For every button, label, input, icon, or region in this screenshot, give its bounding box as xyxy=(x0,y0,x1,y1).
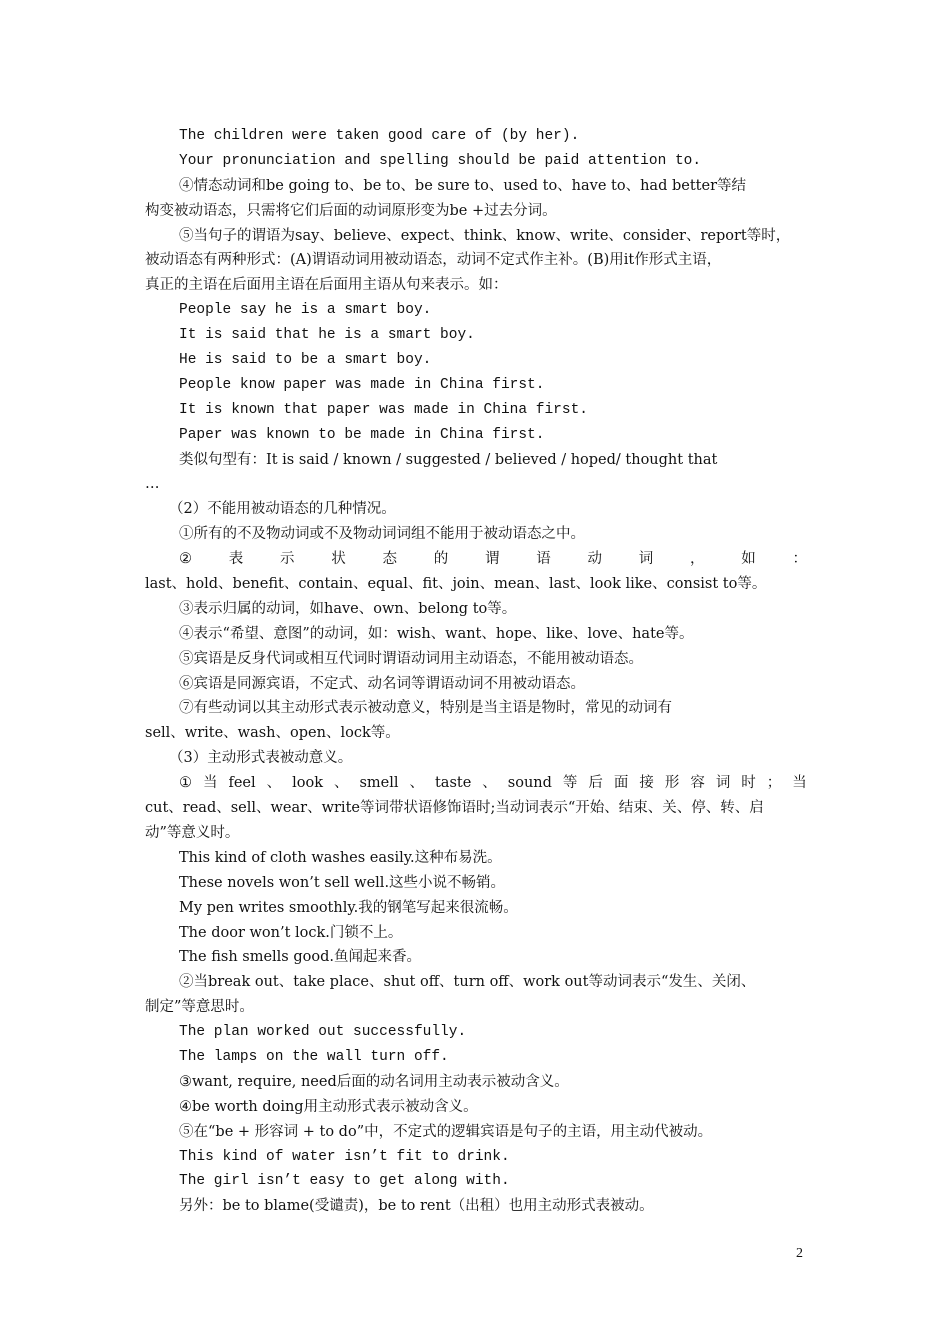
spread-word: 面 xyxy=(613,775,629,792)
text-line: 真正的主语在后面用主语在后面用主语从句来表示。如： xyxy=(145,277,508,294)
section-heading: （2）不能用被动语态的几种情况。 xyxy=(169,501,396,518)
spread-word: 等 xyxy=(562,775,578,792)
spread-char: 示 xyxy=(280,551,295,568)
text-line: It is said that he is a smart boy. xyxy=(179,327,475,344)
text-line: 构变被动语态，只需将它们后面的动词原形变为be +过去分词。 xyxy=(145,202,557,219)
text-line: These novels won’t sell well.这些小说不畅销。 xyxy=(179,874,506,891)
spread-word: taste xyxy=(434,775,472,792)
text-line: ⑦有些动词以其主动形式表示被动意义，特别是当主语是物时，常见的动词有 xyxy=(179,700,672,717)
text-line: The lamps on the wall turn off. xyxy=(179,1048,449,1065)
text-line: The girl isn’t easy to get along with. xyxy=(179,1173,510,1190)
text-line: 动”等意义时。 xyxy=(145,824,240,841)
spread-word: ① xyxy=(179,775,192,792)
text-line: This kind of cloth washes easily.这种布易洗。 xyxy=(179,849,502,866)
text-line: ③want, require, need后面的动名词用主动表示被动含义。 xyxy=(179,1073,569,1090)
text-line: ③表示归属的动词，如have、own、belong to等。 xyxy=(179,600,517,617)
text-line: ⑥宾语是同源宾语，不定式、动名词等谓语动词不用被动语态。 xyxy=(179,675,585,692)
text-line: This kind of water isn’t fit to drink. xyxy=(179,1148,510,1165)
text-line: 被动语态有两种形式：(A)谓语动词用被动语态，动词不定式作主补。(B)用it作形式主语， xyxy=(145,252,722,269)
spread-char: 动 xyxy=(587,551,602,568)
text-line: People know paper was made in China first. xyxy=(179,376,545,393)
spread-word: sound xyxy=(507,775,552,792)
section-heading: （3）主动形式表被动意义。 xyxy=(169,750,353,767)
text-line: The fish smells good.鱼闻起来香。 xyxy=(179,949,421,966)
text-line: … xyxy=(145,476,160,493)
text-line: He is said to be a smart boy. xyxy=(179,352,432,369)
text-line: ⑤在“be + 形容词 + to do”中，不定式的逻辑宾语是句子的主语，用主动代被动。 xyxy=(179,1123,713,1140)
spread-char: 态 xyxy=(382,551,397,568)
text-line: People say he is a smart boy. xyxy=(179,302,432,319)
spread-word: 容 xyxy=(690,775,705,792)
spread-word: 、 xyxy=(266,775,282,792)
spread-word: feel xyxy=(228,775,256,792)
spread-word: 接 xyxy=(639,775,654,792)
text-line: ⑤当句子的谓语为say、believe、expect、think、know、write、consider、report等时， xyxy=(179,227,791,244)
text-line: cut、read、sell、wear、write等词带状语修饰语时;当动词表示“开始、结束、关、停、转、启 xyxy=(145,800,764,817)
text-line: Your pronunciation and spelling should be paid attention to. xyxy=(179,152,702,169)
spread-line-2 xyxy=(145,771,807,796)
spread-word: 当 xyxy=(792,775,807,792)
spread-char: ， xyxy=(690,551,705,568)
text-line: Paper was known to be made in China first. xyxy=(179,426,545,443)
text-line: The plan worked out successfully. xyxy=(179,1024,467,1041)
spread-char: 的 xyxy=(433,551,449,568)
text-line: The children were taken good care of (by her). xyxy=(179,128,580,144)
spread-char: 表 xyxy=(228,551,244,568)
text-line: ②当break out、take place、shut off、turn off、work out等动词表示“发生、关闭、 xyxy=(179,974,756,991)
text-line: last、hold、benefit、contain、equal、fit、join、mean、last、look like、consist to等。 xyxy=(145,576,767,593)
spread-word: 形 xyxy=(664,775,680,792)
spread-word: 、 xyxy=(482,775,497,792)
spread-word: 当 xyxy=(202,775,218,792)
text-line: ①所有的不及物动词或不及物动词词组不能用于被动语态之中。 xyxy=(179,526,585,543)
spread-char: ② xyxy=(179,551,192,568)
spread-char: ： xyxy=(792,551,807,568)
text-line: My pen writes smoothly.我的钢笔写起来很流畅。 xyxy=(179,899,518,916)
spread-char: 语 xyxy=(536,551,551,568)
spread-line-1 xyxy=(145,547,807,572)
text-line: The door won’t lock.门锁不上。 xyxy=(179,924,403,941)
page-number: 2 xyxy=(796,1246,803,1261)
spread-char: 词 xyxy=(638,551,654,568)
spread-char: 谓 xyxy=(485,551,500,568)
text-line: 另外：be to blame(受谴责)，be to rent（出租）也用主动形式表被动。 xyxy=(179,1198,654,1215)
page-body xyxy=(145,124,807,1219)
spread-word: ； xyxy=(766,775,782,792)
text-line: ⑤宾语是反身代词或相互代词时谓语动词用主动语态，不能用被动语态。 xyxy=(179,650,643,667)
spread-char: 如 xyxy=(741,551,756,568)
spread-word: 、 xyxy=(409,775,424,792)
spread-word: 时 xyxy=(741,775,756,792)
spread-word: 、 xyxy=(333,775,349,792)
spread-word: 后 xyxy=(588,775,603,792)
text-line: It is known that paper was made in China first. xyxy=(179,401,588,418)
text-line: ④情态动词和be going to、be to、be sure to、used to、have to、had better等结 xyxy=(179,177,746,194)
spread-char: 状 xyxy=(331,551,346,568)
text-line: sell、write、wash、open、lock等。 xyxy=(145,725,400,742)
text-line: ④表示“希望、意图”的动词，如：wish、want、hope、like、love、hate等。 xyxy=(179,625,694,642)
text-line: 类似句型有：It is said / known / suggested / believed / hoped/ thought that xyxy=(179,451,718,468)
text-line: 制定”等意思时。 xyxy=(145,999,254,1016)
spread-word: 词 xyxy=(715,775,731,792)
text-line: ④be worth doing用主动形式表示被动含义。 xyxy=(179,1098,478,1115)
spread-word: look xyxy=(292,775,323,792)
spread-word: smell xyxy=(359,775,399,792)
